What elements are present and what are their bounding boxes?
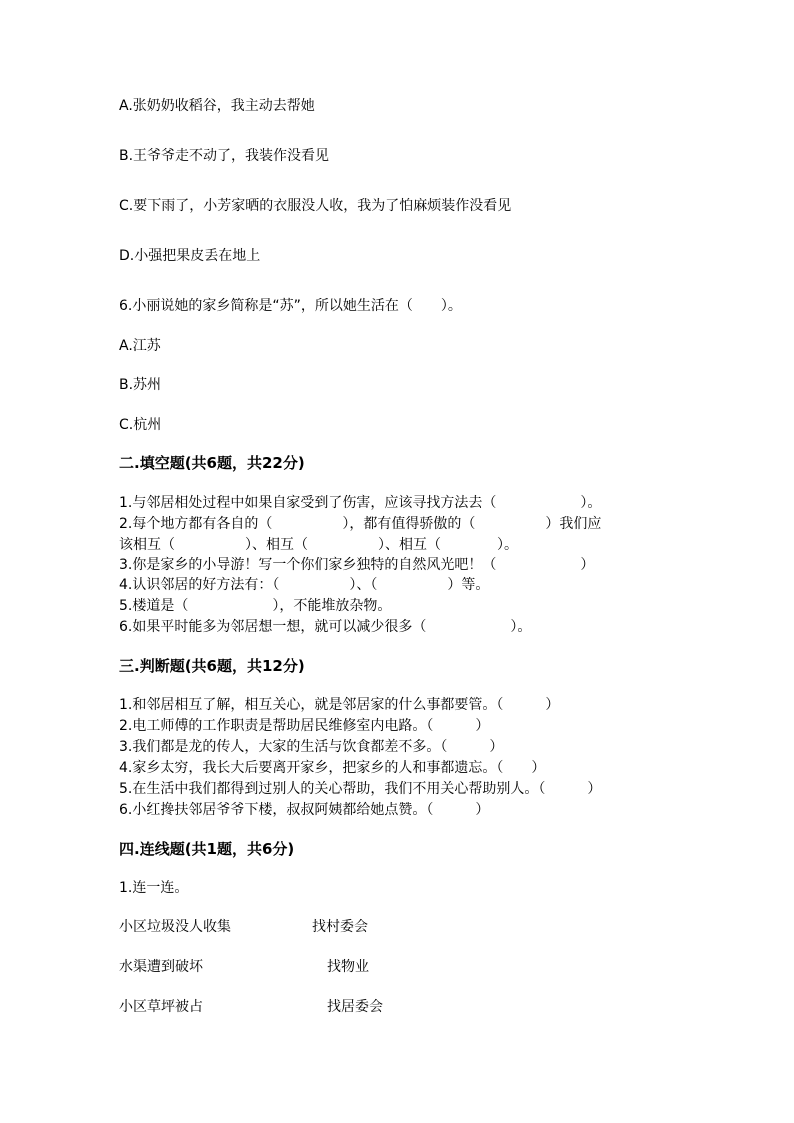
judge-line-5: 5.在生活中我们都得到过别人的关心帮助，我们不用关心帮助别人。（ ） [119, 781, 602, 797]
fill-line-1: 1.与邻居相处过程中如果自家受到了伤害，应该寻找方法去（ ）。 [119, 495, 602, 511]
judge-line-1: 1.和邻居相互了解，相互关心，就是邻居家的什么事都要管。（ ） [119, 697, 560, 713]
option-b: B.王爷爷走不动了，我装作没看见 [119, 148, 330, 164]
fill-line-7: 6.如果平时能多为邻居想一想，就可以减少很多（ ）。 [119, 619, 532, 635]
option-c: C.要下雨了，小芳家晒的衣服没人收，我为了怕麻烦装作没看见 [119, 198, 512, 214]
judge-line-6: 6.小红搀扶邻居爷爷下楼，叔叔阿姨都给她点赞。（ ） [119, 802, 490, 818]
section-4-title: 四.连线题(共1题，共6分) [119, 840, 295, 858]
question-6-option-a: A.江苏 [119, 338, 161, 354]
match-right-3: 找居委会 [327, 999, 383, 1015]
fill-line-5: 4.认识邻居的好方法有：（ ）、（ ）等。 [119, 577, 490, 593]
section-3-title: 三.判断题(共6题，共12分) [119, 657, 305, 675]
match-left-1: 小区垃圾没人收集 [119, 919, 231, 935]
match-left-3: 小区草坪被占 [119, 999, 203, 1015]
question-6-option-c: C.杭州 [119, 417, 162, 433]
judge-line-2: 2.电工师傅的工作职责是帮助居民维修室内电路。（ ） [119, 718, 490, 734]
match-right-1: 找村委会 [312, 919, 368, 935]
match-question: 1.连一连。 [119, 880, 189, 896]
match-right-2: 找物业 [327, 959, 369, 975]
fill-line-4: 3.你是家乡的小导游！写一个你们家乡独特的自然风光吧！（ ） [119, 557, 595, 573]
fill-line-3: 该相互（ ）、相互（ ）、相互（ ）。 [119, 537, 518, 553]
judge-line-4: 4.家乡太穷，我长大后要离开家乡，把家乡的人和事都遗忘。（ ） [119, 760, 546, 776]
question-6-stem: 6.小丽说她的家乡简称是“苏”，所以她生活在（ ）。 [119, 298, 462, 314]
judge-line-3: 3.我们都是龙的传人，大家的生活与饮食都差不多。（ ） [119, 739, 504, 755]
fill-line-2: 2.每个地方都有各自的（ ），都有值得骄傲的（ ）我们应 [119, 516, 602, 532]
question-6-option-b: B.苏州 [119, 377, 162, 393]
match-left-2: 水渠遭到破坏 [119, 959, 203, 975]
fill-line-6: 5.楼道是（ ），不能堆放杂物。 [119, 598, 392, 614]
option-a: A.张奶奶收稻谷，我主动去帮她 [119, 98, 315, 114]
option-d: D.小强把果皮丢在地上 [119, 248, 261, 264]
section-2-title: 二.填空题(共6题，共22分) [119, 454, 305, 472]
